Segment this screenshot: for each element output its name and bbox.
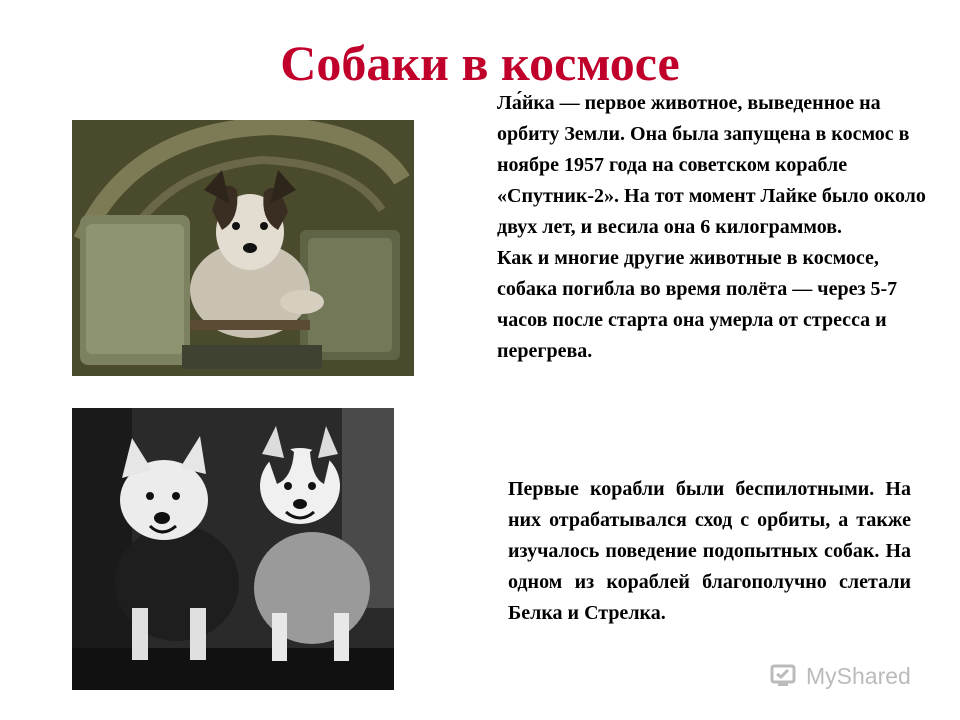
watermark [770,660,911,692]
slide-title: Собаки в космосе [280,35,680,91]
laika-photo-illustration [72,120,414,376]
myshared-logo-icon [770,663,800,689]
laika-death-paragraph: Как и многие другие животные в космосе, собака погибла во время полёта — через 5-7 часов после старта она умерла от стресса и перегрева. [497,247,898,362]
first-ships-paragraph: Первые корабли были беспилотными. На них отрабатывался сход с орбиты, а также изучалось поведение подопытных собак. На одном из кораблей благополучно слетали Белка и Стрелка. [508,478,911,624]
belka-strelka-photo [72,408,394,690]
belka-strelka-photo-illustration [72,408,394,690]
laika-photo [72,120,414,376]
watermark-text: MyShared [806,662,911,689]
laika-description [497,88,935,367]
laika-paragraph: Ла́йка — первое животное, выведенное на орбиту Земли. Она была запущена в космос в ноябре 1957 года на советском корабле «Спутник-2». На тот момент Лайке было около двух лет, и весила она 6 килограммов. [497,92,926,238]
